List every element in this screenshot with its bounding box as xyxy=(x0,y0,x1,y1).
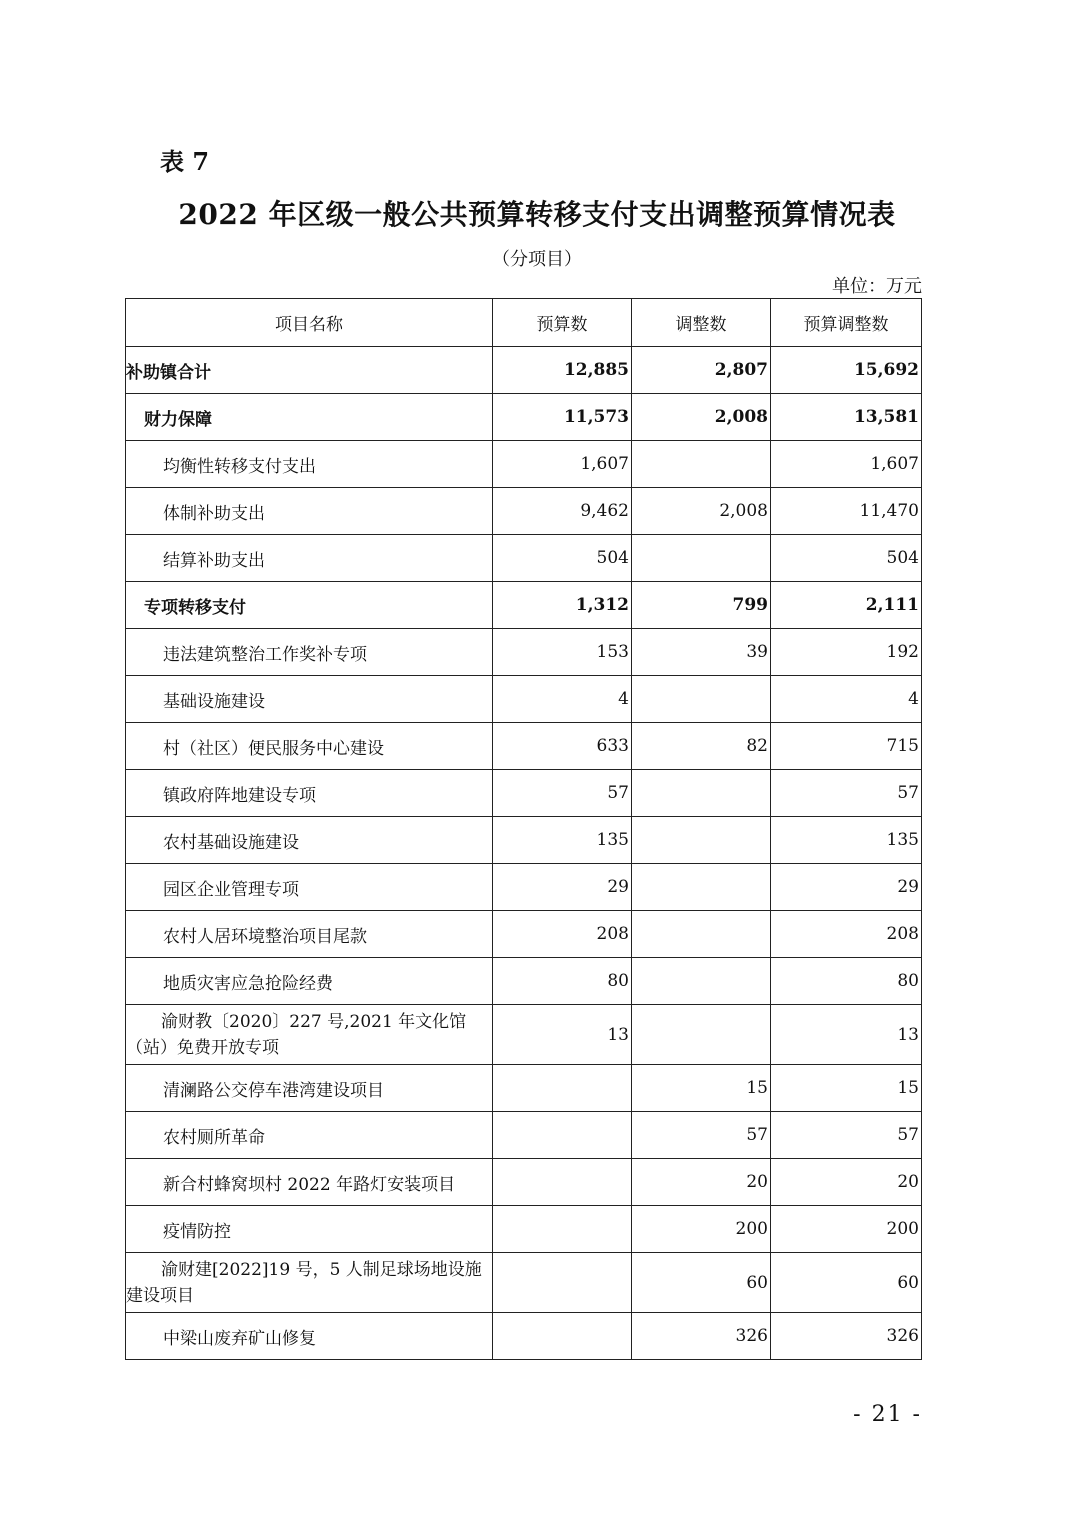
row-name-cell: 均衡性转移支付支出 xyxy=(126,441,493,488)
table-row xyxy=(126,535,922,582)
table-row xyxy=(126,1005,922,1065)
row-adjust-cell: 82 xyxy=(632,723,771,770)
row-budget-cell: 12,885 xyxy=(493,347,632,394)
row-adjust-cell: 2,008 xyxy=(632,394,771,441)
row-adjusted-cell: 15 xyxy=(771,1065,922,1112)
row-adjusted-cell: 15,692 xyxy=(771,347,922,394)
row-budget-cell: 4 xyxy=(493,676,632,723)
table-row xyxy=(126,1159,922,1206)
row-name-cell: 基础设施建设 xyxy=(126,676,493,723)
table-row xyxy=(126,1206,922,1253)
row-adjust-cell: 60 xyxy=(632,1253,771,1313)
row-budget-cell: 1,607 xyxy=(493,441,632,488)
header-adjusted-budget: 预算调整数 xyxy=(771,299,922,347)
table-row xyxy=(126,488,922,535)
unit-label: 单位：万元 xyxy=(832,276,922,297)
row-name-cell: 村（社区）便民服务中心建设 xyxy=(126,723,493,770)
table-row xyxy=(126,1065,922,1112)
row-budget-cell: 57 xyxy=(493,770,632,817)
row-budget-cell: 13 xyxy=(493,1005,632,1065)
table-row xyxy=(126,394,922,441)
row-adjusted-cell: 57 xyxy=(771,770,922,817)
table-row xyxy=(126,629,922,676)
row-adjusted-cell: 20 xyxy=(771,1159,922,1206)
row-name-cell: 疫情防控 xyxy=(126,1206,493,1253)
row-budget-cell: 1,312 xyxy=(493,582,632,629)
row-adjust-cell xyxy=(632,817,771,864)
row-budget-cell: 80 xyxy=(493,958,632,1005)
row-name-cell: 补助镇合计 xyxy=(126,347,493,394)
row-adjusted-cell: 208 xyxy=(771,911,922,958)
budget-table xyxy=(125,298,922,1360)
table-row xyxy=(126,1313,922,1360)
row-name-cell: 清澜路公交停车港湾建设项目 xyxy=(126,1065,493,1112)
row-adjust-cell: 2,008 xyxy=(632,488,771,535)
row-adjust-cell: 57 xyxy=(632,1112,771,1159)
row-adjust-cell xyxy=(632,911,771,958)
row-budget-cell: 9,462 xyxy=(493,488,632,535)
row-budget-cell xyxy=(493,1253,632,1313)
table-row xyxy=(126,1112,922,1159)
row-budget-cell: 153 xyxy=(493,629,632,676)
page-subtitle: （分项目） xyxy=(492,249,582,270)
row-adjusted-cell: 326 xyxy=(771,1313,922,1360)
header-budget: 预算数 xyxy=(493,299,632,347)
row-adjust-cell xyxy=(632,441,771,488)
row-adjust-cell: 20 xyxy=(632,1159,771,1206)
table-row xyxy=(126,441,922,488)
page-number: - 21 - xyxy=(853,1402,922,1427)
table-label: 表 7 xyxy=(160,147,210,176)
header-row xyxy=(126,299,922,347)
row-adjusted-cell: 504 xyxy=(771,535,922,582)
row-name-cell: 渝财教〔2020〕227 号,2021 年文化馆（站）免费开放专项 xyxy=(126,1005,493,1065)
table-row xyxy=(126,1253,922,1313)
row-adjusted-cell: 715 xyxy=(771,723,922,770)
table-row xyxy=(126,582,922,629)
row-adjusted-cell: 1,607 xyxy=(771,441,922,488)
row-adjust-cell: 326 xyxy=(632,1313,771,1360)
row-budget-cell: 29 xyxy=(493,864,632,911)
table-body xyxy=(126,347,922,1360)
row-adjust-cell: 200 xyxy=(632,1206,771,1253)
row-adjusted-cell: 4 xyxy=(771,676,922,723)
row-adjusted-cell: 60 xyxy=(771,1253,922,1313)
row-adjust-cell xyxy=(632,770,771,817)
row-adjust-cell xyxy=(632,958,771,1005)
row-adjust-cell xyxy=(632,1005,771,1065)
row-budget-cell: 504 xyxy=(493,535,632,582)
row-adjusted-cell: 11,470 xyxy=(771,488,922,535)
row-name-cell: 新合村蜂窝坝村 2022 年路灯安装项目 xyxy=(126,1159,493,1206)
row-budget-cell: 208 xyxy=(493,911,632,958)
row-adjusted-cell: 135 xyxy=(771,817,922,864)
row-budget-cell: 11,573 xyxy=(493,394,632,441)
row-adjust-cell: 15 xyxy=(632,1065,771,1112)
table-row xyxy=(126,723,922,770)
row-adjust-cell xyxy=(632,535,771,582)
row-budget-cell xyxy=(493,1112,632,1159)
row-name-cell: 渝财建[2022]19 号，5 人制足球场地设施建设项目 xyxy=(126,1253,493,1313)
row-adjusted-cell: 80 xyxy=(771,958,922,1005)
row-adjusted-cell: 13 xyxy=(771,1005,922,1065)
table-row xyxy=(126,676,922,723)
row-budget-cell: 633 xyxy=(493,723,632,770)
row-budget-cell xyxy=(493,1206,632,1253)
table-row xyxy=(126,958,922,1005)
row-name-cell: 农村人居环境整治项目尾款 xyxy=(126,911,493,958)
row-name-cell: 农村厕所革命 xyxy=(126,1112,493,1159)
row-name-cell: 园区企业管理专项 xyxy=(126,864,493,911)
table-row xyxy=(126,770,922,817)
table-row xyxy=(126,347,922,394)
row-budget-cell xyxy=(493,1065,632,1112)
row-budget-cell xyxy=(493,1159,632,1206)
row-adjusted-cell: 13,581 xyxy=(771,394,922,441)
page-title: 2022 年区级一般公共预算转移支付支出调整预算情况表 xyxy=(178,198,896,231)
row-budget-cell xyxy=(493,1313,632,1360)
row-adjusted-cell: 2,111 xyxy=(771,582,922,629)
row-adjust-cell: 799 xyxy=(632,582,771,629)
row-name-cell: 中梁山废弃矿山修复 xyxy=(126,1313,493,1360)
row-adjusted-cell: 200 xyxy=(771,1206,922,1253)
table-row xyxy=(126,817,922,864)
table-row xyxy=(126,864,922,911)
row-adjusted-cell: 57 xyxy=(771,1112,922,1159)
row-name-cell: 财力保障 xyxy=(126,394,493,441)
table-row xyxy=(126,911,922,958)
row-name-cell: 专项转移支付 xyxy=(126,582,493,629)
row-adjust-cell xyxy=(632,676,771,723)
row-name-cell: 农村基础设施建设 xyxy=(126,817,493,864)
row-name-cell: 违法建筑整治工作奖补专项 xyxy=(126,629,493,676)
row-adjusted-cell: 29 xyxy=(771,864,922,911)
header-name: 项目名称 xyxy=(126,299,493,347)
row-name-cell: 结算补助支出 xyxy=(126,535,493,582)
row-name-cell: 体制补助支出 xyxy=(126,488,493,535)
row-adjust-cell: 39 xyxy=(632,629,771,676)
header-adjust: 调整数 xyxy=(632,299,771,347)
row-budget-cell: 135 xyxy=(493,817,632,864)
row-adjusted-cell: 192 xyxy=(771,629,922,676)
row-adjust-cell: 2,807 xyxy=(632,347,771,394)
row-adjust-cell xyxy=(632,864,771,911)
row-name-cell: 镇政府阵地建设专项 xyxy=(126,770,493,817)
row-name-cell: 地质灾害应急抢险经费 xyxy=(126,958,493,1005)
